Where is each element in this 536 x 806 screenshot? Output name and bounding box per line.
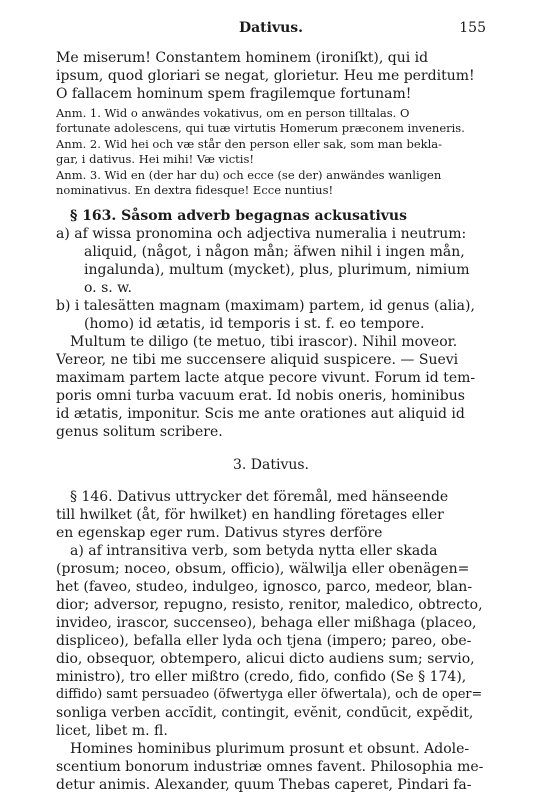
chapter-heading: 3. Dativus. bbox=[232, 457, 310, 473]
text-line: displiceo), befalla eller lyda och tjena (impero; pareo, obe- bbox=[56, 633, 472, 649]
text-line: a) af intransitiva verb, som betyda nytta eller skada bbox=[70, 543, 438, 559]
text-line: a) af wissa pronomina och adjectiva numeralia i neutrum: bbox=[56, 226, 467, 242]
text-line: invideo, irascor, succenseo), behaga eller mißhaga (placeo, bbox=[56, 615, 477, 631]
text-line: id ætatis, imponitur. Scis me ante orationes aut aliquid id bbox=[56, 406, 465, 422]
text-line: het (faveo, studeo, indulgeo, ignosco, parco, medeor, blan- bbox=[56, 579, 473, 595]
text-line: dior; adversor, repugno, resisto, renitor, maledico, obtrecto, bbox=[56, 597, 483, 613]
running-header bbox=[56, 20, 486, 40]
text-line: till hwilket (åt, för hwilket) en handling företages eller bbox=[56, 507, 444, 523]
text-line: ingalunda), multum (mycket), plus, plurimum, nimium bbox=[84, 262, 470, 278]
text-line: Multum te diligo (te metuo, tibi irascor). Nihil moveor. bbox=[70, 334, 458, 350]
text-line: scentium bonorum industriæ omnes favent. Philosophia me- bbox=[56, 759, 484, 775]
text-line: (prosum; noceo, obsum, officio), wälwilja eller obenägen= bbox=[56, 561, 470, 577]
text-line: licet, libet m. fl. bbox=[56, 723, 168, 739]
note-line: Anm. 1. Wid o anwändes vokativus, om en person tilltalas. O bbox=[56, 106, 410, 120]
text-line: diffido) samt persuadeo (öfwertyga eller öfwertala), och de oper= bbox=[56, 687, 483, 702]
text-line: sonliga verben accĭdit, contingit, evĕnit, condūcit, expĕdit, bbox=[56, 705, 474, 721]
running-title: Dativus. bbox=[238, 20, 304, 36]
text-line: (homo) id ætatis, id temporis i st. f. eo tempore. bbox=[84, 316, 425, 332]
text-line: aliquid, (något, i någon mån; äfwen nihil i ingen mån, bbox=[84, 244, 465, 260]
text-line: genus solitum scribere. bbox=[56, 424, 223, 440]
text-line: detur animis. Alexander, quum Thebas caperet, Pindari fa- bbox=[56, 777, 472, 793]
text-line: ipsum, quod gloriari se negat, glorietur. Heu me perditum! bbox=[56, 68, 475, 84]
note-line: nominativus. En dextra fidesque! Ecce nuntius! bbox=[56, 183, 334, 197]
text-line: Vereor, ne tibi me succensere aliquid suspicere. — Suevi bbox=[56, 352, 459, 368]
text-line: poris omni turba vacuum erat. Id nobis oneris, hominibus bbox=[56, 388, 465, 404]
text-line: maximam partem lacte atque pecore vivunt. Forum id tem- bbox=[56, 370, 476, 386]
note-line: fortunate adolescens, qui tuæ virtutis Homerum præconem inveneris. bbox=[56, 121, 465, 135]
text-line: o. s. w. bbox=[84, 280, 132, 296]
text-line: Homines hominibus plurimum prosunt et obsunt. Adole- bbox=[70, 741, 470, 757]
text-line: Me miserum! Constantem hominem (ironiſkt), qui id bbox=[56, 50, 429, 66]
text-line: O fallacem hominum spem fragilemque fortunam! bbox=[56, 86, 412, 102]
note-line: Anm. 2. Wid hei och væ står den person eller sak, som man bekla- bbox=[56, 137, 443, 151]
text-line: dio, obsequor, obtempero, alicui dicto audiens sum; servio, bbox=[56, 651, 475, 667]
section-heading: § 146. Dativus uttrycker det föremål, med hänseende bbox=[70, 489, 449, 505]
note-line: gar, i dativus. Hei mihi! Væ victis! bbox=[56, 152, 254, 166]
text-line: b) i talesätten magnam (maximam) partem, id genus (alia), bbox=[56, 298, 475, 314]
note-line: Anm. 3. Wid en (der har du) och ecce (se der) anwändes wanligen bbox=[56, 168, 442, 182]
text-line: ministro), tro eller mißtro (credo, fido, confido (Se § 174), bbox=[56, 669, 467, 685]
text-line: en egenskap eger rum. Dativus styres derföre bbox=[56, 525, 383, 541]
section-heading: § 163. Såsom adverb begagnas ackusativus bbox=[70, 208, 407, 224]
page-number: 155 bbox=[459, 20, 486, 36]
